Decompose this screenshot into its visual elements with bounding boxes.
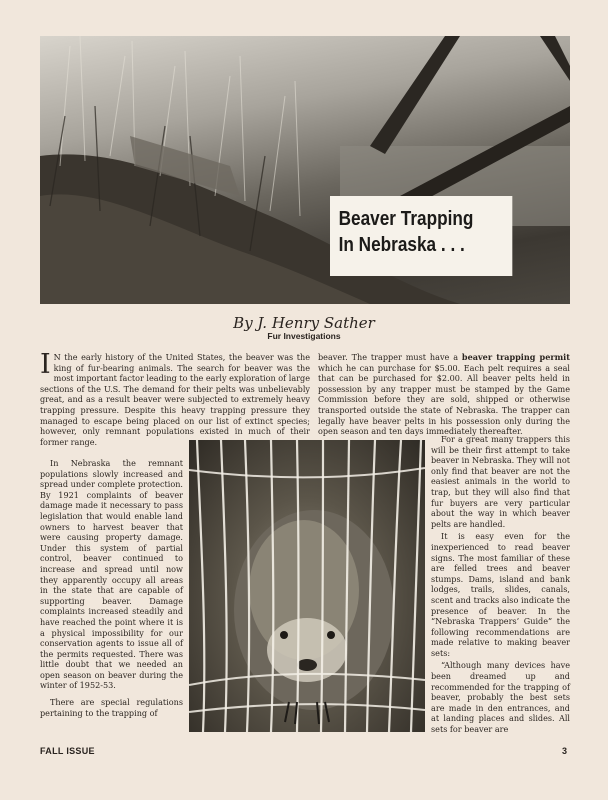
paragraph-beaver-signs: It is easy even for the inexperienced to read beaver signs. The most familiar of these are felled trees and beaver stumps. Dams, island and bank lodges, trails, slides, canals, scent and tracks also indicate the presence of beaver. In the “Nebraska Trappers’ Guide” the following recommendations are made relative to making beaver sets: — [431, 531, 570, 658]
paragraph-first-attempt: For a great many trappers this will be their first attempt to take beaver in Nebraska. They will not only find that beaver are not the easiest animals in the world to trap, but they will also find that fur buyers are very particular about the way in which beaver pelts are handled. — [431, 434, 570, 529]
right-column-narrow — [431, 434, 570, 735]
paragraph-remnant: In Nebraska the remnant populations slowly increased and spread under complete protection. By 1921 complaints of beaver damage made it necessary to pass legislation that would enable land owners to harvest beaver that were causing property damage. Under this system of partial control, beaver continued to increase and spread until now they apparently occupy all areas in the state that are capable of supporting beaver. Damage complaints increased steadily and have reached the point where it is a physical impossibility for our conservation agents to issue all of the permits requested. There was little doubt that we needed an open season on beaver during the winter of 1952-53. — [40, 458, 183, 691]
permit-text-2: which he can purchase for $5.00. Each pelt requires a seal that can be purchased for $2.00. All beaver pelts held in possession by any trapper must be stamped by the Game Commission before they are sold, shipped or otherwise transported outside the state of Nebraska. The trapper can legally have beaver pelts in his possession only during the open season and ten days immediately thereafter. — [318, 362, 570, 437]
department-label: Fur Investigations — [267, 331, 341, 341]
beaver-cage-photo — [189, 440, 425, 732]
permit-bold: beaver trapping permit — [461, 352, 570, 362]
left-column-narrow — [40, 458, 183, 718]
paragraph-intro — [40, 349, 310, 447]
caged-beaver-illustration — [189, 440, 425, 732]
paragraph-regulations: There are special regulations pertaining to the trapping of — [40, 697, 183, 718]
left-column-top — [40, 349, 310, 447]
permit-text-1: beaver. The trapper must have a — [318, 352, 462, 362]
footer-issue-label: FALL ISSUE — [40, 746, 95, 756]
right-column-top — [318, 352, 570, 437]
article-title — [330, 196, 512, 276]
paragraph-permit — [318, 352, 570, 437]
paragraph-quote: “Although many devices have been dreamed up and recommended for the trapping of beaver, probably the best sets are made in den entrances, and at landing places and slides. All sets for beaver are — [431, 660, 570, 735]
author-byline: By J. Henry Sather — [233, 314, 375, 332]
title-line-2: In Nebraska . . . — [338, 234, 465, 256]
paragraph-intro-text: N the early history of the United States, the beaver was the king of fur-bearing animals. The search for beaver was the most important factor leading to the early exploration of large sections of the U.S. The demand for their pelts was unbelievably great, and as a result beaver were subjected to extremely heavy trapping pressure. Despite this heavy trapping pressure they managed to escape being placed on our list of extinct species; however, only remnant populations existed in much of their former range. — [40, 352, 310, 447]
dropcap-letter: I — [40, 349, 51, 380]
page-number: 3 — [562, 746, 568, 756]
title-line-1: Beaver Trapping — [338, 208, 474, 230]
